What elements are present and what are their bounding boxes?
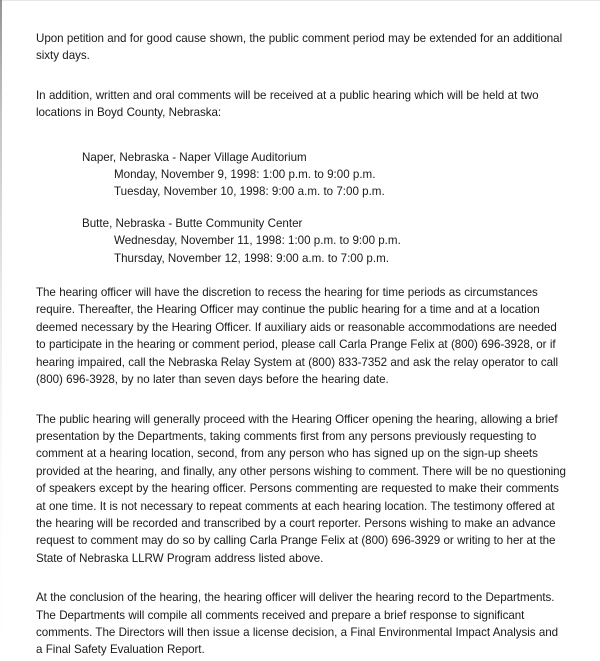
venue-block-butte [36, 215, 566, 267]
paragraph-gap [36, 402, 566, 411]
paragraph-public-hearing-locations-intro: In addition, written and oral comments will be received at a public hearing which will be held at two locations in Boyd County, Nebraska: [36, 88, 539, 120]
paragraph-gap [36, 78, 566, 87]
paragraph-hearing-officer-discretion: The hearing officer will have the discretion to recess the hearing for time periods as circumstances require. Thereafter, the Hearing Officer may continue the public hearing for a time and at a location deemed necessary by the Hearing Officer. If auxiliary aids or reasonable accommodations are needed to participate in the hearing or comment period, please call Carla Prange Felix at (800) 696-3928, or if hearing impaired, call the Nebraska Relay System at (800) 833-7352 and ask the relay operator to call (800) 696-3928, by no later than seven days before the hearing date. [36, 286, 559, 387]
venue-title: Butte, Nebraska - Butte Community Center [82, 216, 303, 230]
paragraph-gap [36, 267, 566, 284]
document-body [36, 30, 566, 659]
paragraph-comment-period-extension: Upon petition and for good cause shown, the public comment period may be extended for an additional sixty days. [36, 32, 563, 63]
venue-title: Naper, Nebraska - Naper Village Auditorium [82, 150, 307, 164]
scan-edge-artifact-top [0, 0, 600, 1]
venue-gap [36, 201, 566, 215]
paragraph-conclusion-of-hearing: At the conclusion of the hearing, the hearing officer will deliver the hearing record to the Departments. The Departments will compile all comments received and prepare a brief response to significant comments. The Directors will then issue a license decision, a Final Environmental Impact Analysis and a Final Safety Evaluation Report. [36, 591, 559, 657]
scan-edge-artifact-left [0, 0, 2, 661]
venue-session: Monday, November 9, 1998: 1:00 p.m. to 9:00 p.m. [114, 168, 376, 182]
venue-session: Wednesday, November 11, 1998: 1:00 p.m. to 9:00 p.m. [114, 234, 401, 248]
venue-session: Tuesday, November 10, 1998: 9:00 a.m. to 7:00 p.m. [114, 185, 385, 199]
paragraph-gap [36, 135, 566, 149]
paragraph-hearing-procedure: The public hearing will generally proceed with the Hearing Officer opening the hearing, allowing a brief presentation by the Departments, taking comments first from any persons previously requesting to comment at a hearing location, second, from any person who has signed up on the sign-up sheets provided at the hearing, and finally, any other persons wishing to comment. There will be no questioning of speakers except by the hearing officer. Persons commenting are requested to make their comments at one time. It is not necessary to repeat comments at each hearing location. The testimony offered at the hearing will be recorded and transcribed by a court reporter. Persons wishing to make an advance request to comment may do so by calling Carla Prange Felix at (800) 696-3929 or writing to her at the State of Nebraska LLRW Program address listed above. [36, 412, 566, 565]
venue-block-naper [36, 149, 566, 201]
paragraph-gap [36, 580, 566, 589]
venue-session: Thursday, November 12, 1998: 9:00 a.m. to 7:00 p.m. [114, 251, 389, 265]
